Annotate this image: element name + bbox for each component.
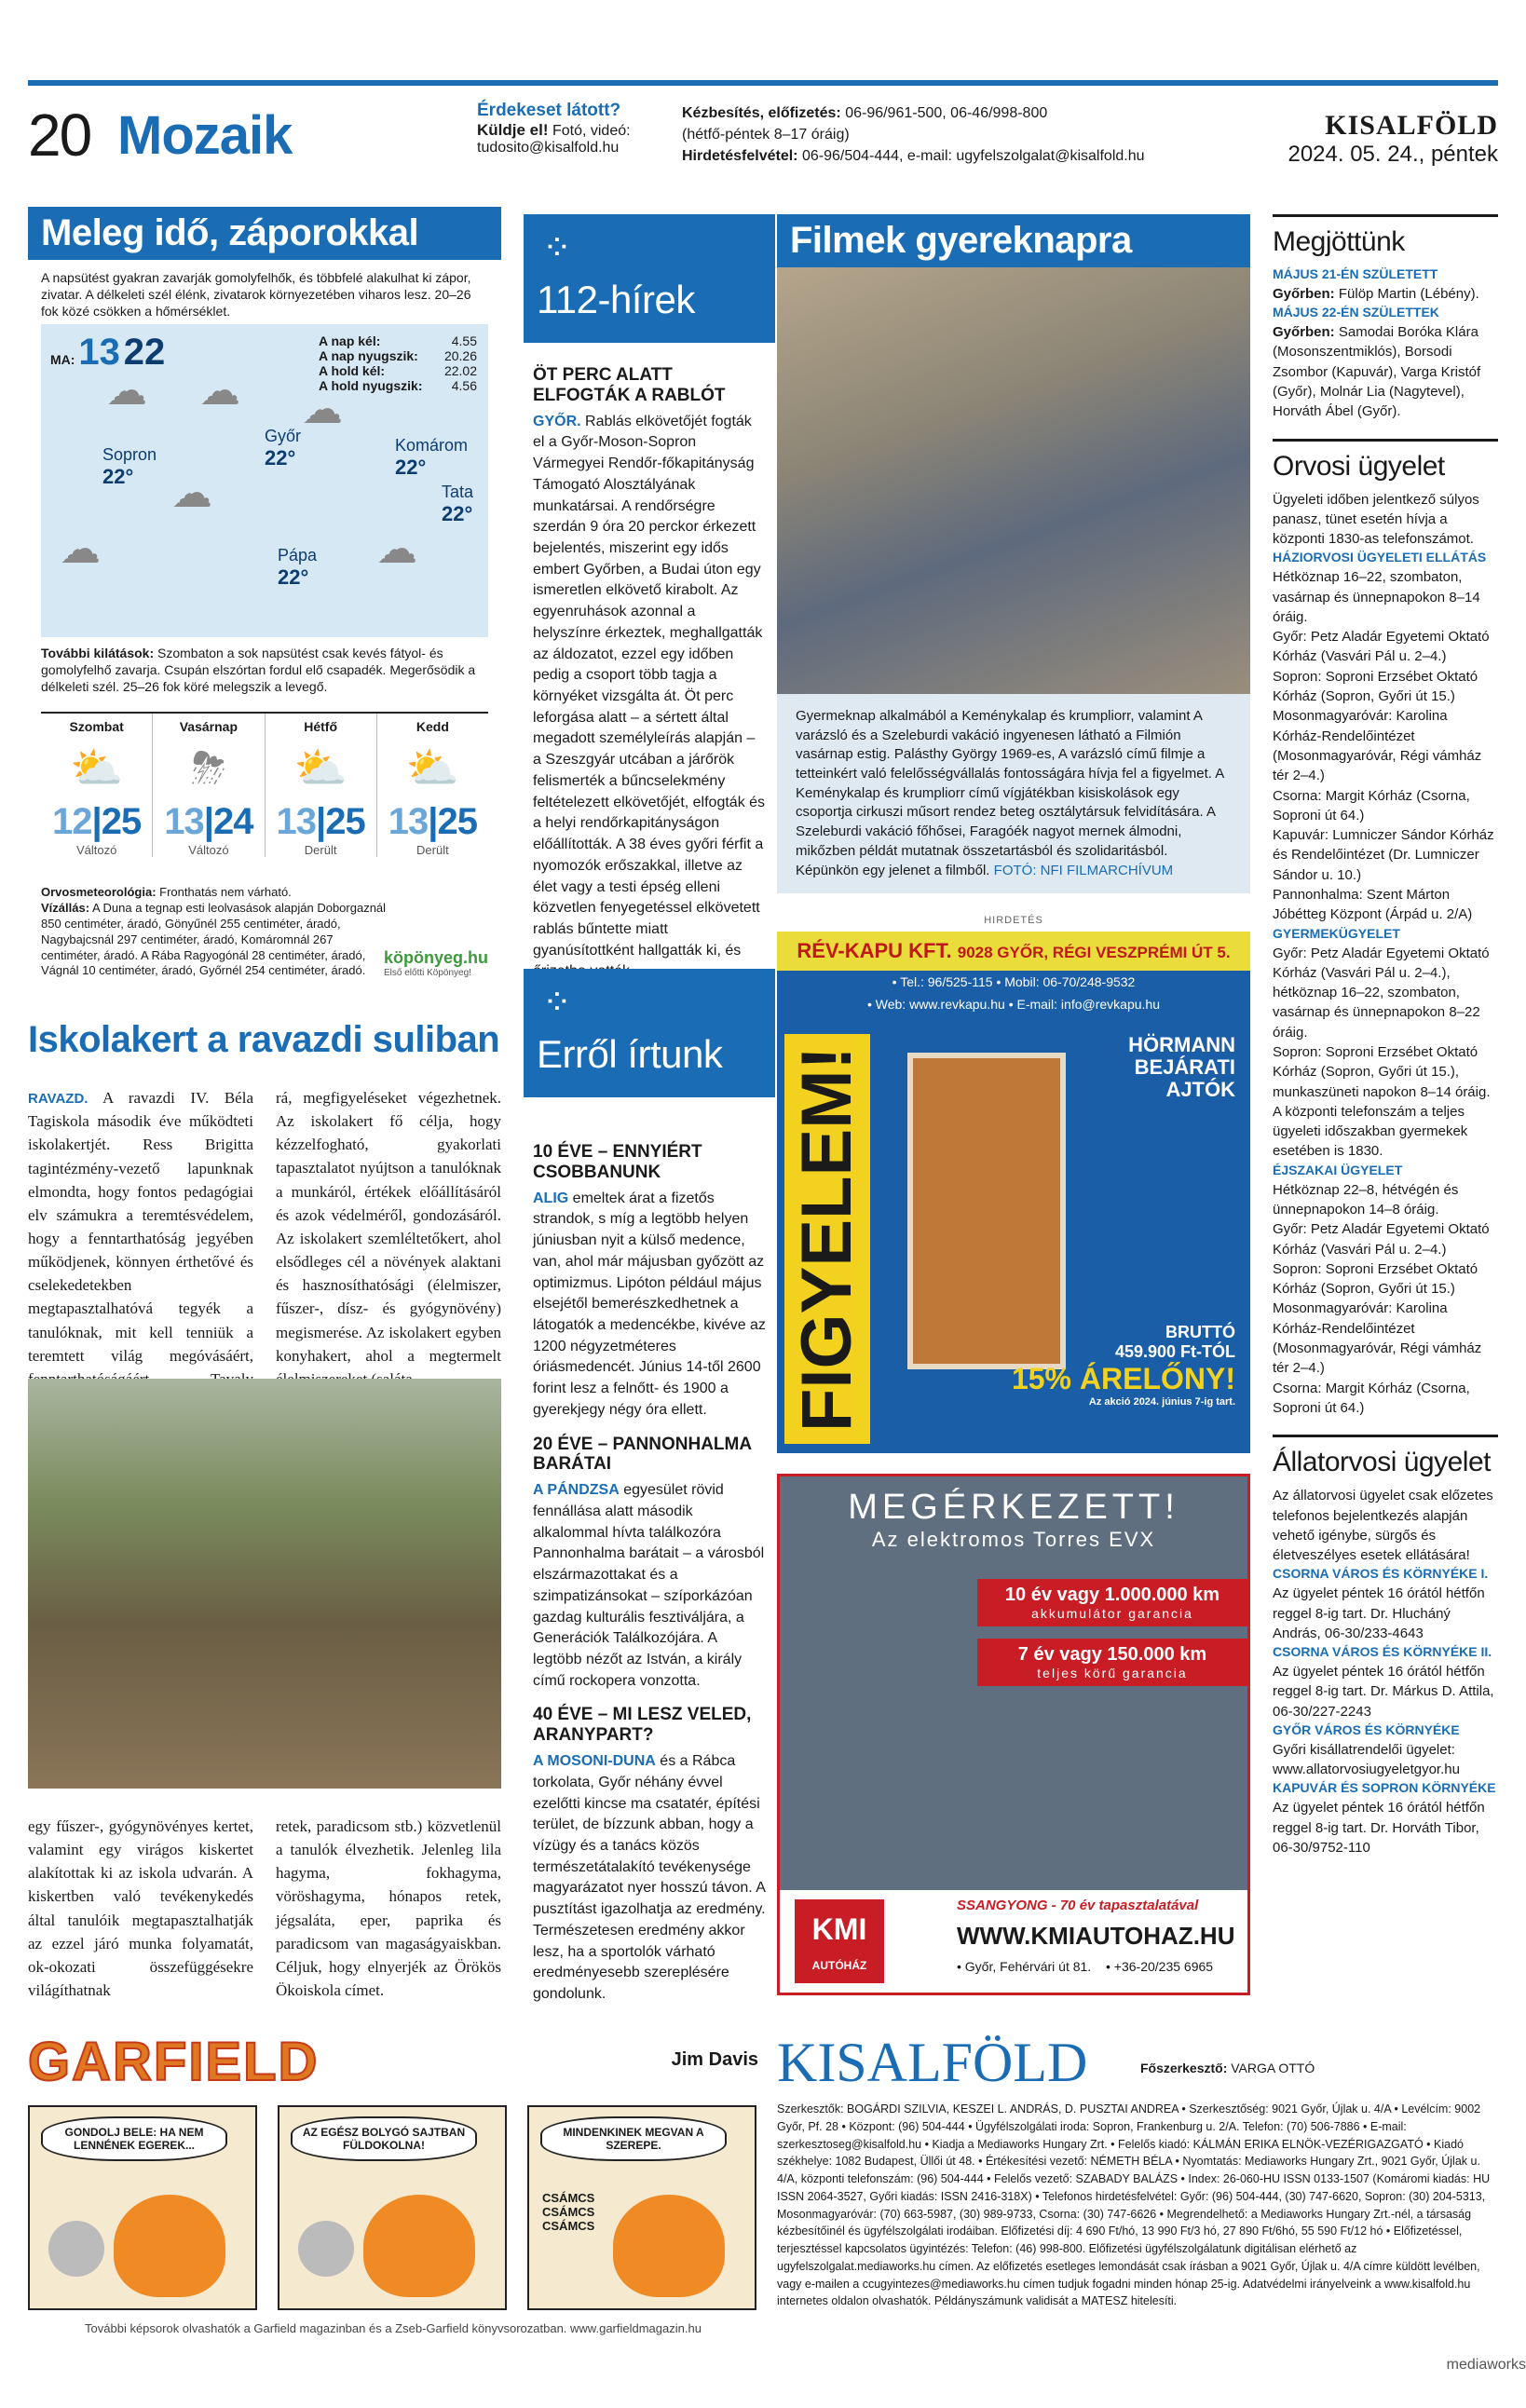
garfield-figure xyxy=(613,2195,725,2297)
film-box xyxy=(777,214,1250,893)
film-credit: FOTÓ: NFI FILMARCHÍVUM xyxy=(993,862,1174,878)
day-min: 12 xyxy=(52,801,92,842)
births xyxy=(1273,265,1498,422)
contact-label: Kézbesítés, előfizetés: xyxy=(682,105,841,121)
city-name: Pápa xyxy=(278,546,318,565)
garfield-author: Jim Davis xyxy=(671,2049,758,2070)
vet-text: Az ügyelet péntek 16 órától hétfőn reggel 8-ig tart. Dr. Márkus D. Attila, 06-30/227-2243 xyxy=(1273,1664,1494,1720)
day-min: 13 xyxy=(164,801,204,842)
city-name: Sopron xyxy=(102,445,157,464)
city-papa xyxy=(278,546,317,590)
vet-head: CSORNA VÁROS ÉS KÖRNYÉKE II. xyxy=(1273,1644,1492,1660)
impressum-brand: KISALFÖLD xyxy=(777,2032,1088,2093)
kmi-offer-2 xyxy=(977,1639,1247,1686)
day-max: 25 xyxy=(101,801,142,842)
day-min: 13 xyxy=(276,801,317,842)
forecast-day: Vasárnap ⛈ 13|24 Változó xyxy=(153,714,265,857)
school-col-2: rá, megfigyeléseket végezhetnek. Az iskolakert fő célja, hogy kézzelfogható, gyakorlati tapasztalatot nyújtson a tanulóknak a munkáról, értékek előállításáról és azok védelméről, gondozásáról. Az iskolakert szemléltetőkert, ahol elsődleges cél a növények alaktani és hasznosíthatósági (élelmiszer, fűszer-, dísz- és gyógynövény) megismerése. Az iskolakert egyben konyhakert, ahol a megtermelt xyxy=(276,1089,501,1365)
vet-head: KAPUVÁR ÉS SOPRON KÖRNYÉKE xyxy=(1273,1780,1496,1796)
revkapu-address: 9028 GYŐR, RÉGI VESZPRÉMI ÚT 5. xyxy=(957,944,1231,961)
city-temp: 22° xyxy=(102,465,134,488)
thunder-icon: ⛈ xyxy=(191,743,226,792)
errol-item xyxy=(533,1142,766,1422)
revkapu-contact: • Tel.: 96/525-115 • Mobil: 06-70/248-9532 xyxy=(892,974,1136,989)
sun-value: 22.02 xyxy=(443,363,477,378)
speech-bubble: GONDOLJ BELE: HA NEM LENNÉNEK EGEREK... xyxy=(41,2116,227,2161)
mediaworks-logo: mediaworks xyxy=(1446,2357,1526,2373)
price-validity: Az akció 2024. június 7-ig tart. xyxy=(1088,1396,1235,1408)
weather-title: Meleg idő, záporokkal xyxy=(28,207,501,260)
kmi-ad[interactable] xyxy=(777,1474,1250,1995)
news112-article xyxy=(533,365,766,983)
thunder-icon: ☁ xyxy=(302,387,343,432)
errol-title: Erről írtunk xyxy=(537,1032,723,1076)
contact-hours: (hétfő-péntek 8–17 óráig) xyxy=(682,127,850,143)
sun-label: A hold kél: xyxy=(319,363,386,378)
offer-main: 7 év vagy 150.000 km xyxy=(1017,1644,1207,1665)
revkapu-banner: FIGYELEM! xyxy=(784,1034,870,1444)
thunder-icon: ☁ xyxy=(171,470,212,516)
errol-headline: 10 ÉVE – ENNYIÉRT CSOBBANUNK xyxy=(533,1142,702,1182)
city-temp: 22° xyxy=(278,565,309,589)
price-label: BRUTTÓ xyxy=(1165,1323,1235,1341)
water-label: Vízállás: xyxy=(41,900,90,915)
kmi-logo-text: KMI xyxy=(811,1912,867,1946)
garfield-figure xyxy=(363,2195,475,2297)
revkapu-web: • Web: www.revkapu.hu • E-mail: info@revkapu.hu xyxy=(866,997,1160,1012)
doc-head: ÉJSZAKAI ÜGYELET xyxy=(1273,1162,1403,1177)
revkapu-ad[interactable] xyxy=(777,932,1250,1453)
weather-intro: A napsütést gyakran zavarják gomolyfelhők, és többfelé alakulhat ki zápor, zivatar. A délkeleti szél élénk, zivatarok környezetében viharos lesz. 20–26 fok közé csökken a hőmérséklet. xyxy=(41,270,471,320)
tip-email[interactable]: tudosito@kisalfold.hu xyxy=(477,140,620,156)
film-photo xyxy=(777,267,1250,694)
doc-location: Győr: Petz Aladár Egyetemi Oktató Kórház (Vasvári Pál u. 2–4.), hétköznap 16–22, szombaton, vasárnap és ünnepnapokon 8–22 óráig. xyxy=(1273,945,1490,1041)
city-tata xyxy=(442,483,473,526)
vet-title: Állatorvosi ügyelet xyxy=(1273,1435,1498,1478)
garfield-strip xyxy=(28,2031,758,2335)
impressum xyxy=(777,2031,1498,2310)
price-discount: 15% ÁRELŐNY! xyxy=(1011,1362,1235,1395)
doc-text: Hétköznap 16–22, szombaton, vasárnap és ünnepnapokon 8–14 óráig. xyxy=(1273,569,1480,625)
sound-effect: CSÁMCS CSÁMCS CSÁMCS xyxy=(542,2191,595,2233)
errol-headline: 40 ÉVE – MI LESZ VELED, ARANYPART? xyxy=(533,1705,752,1746)
day-max: 25 xyxy=(325,801,365,842)
comic-panel-1 xyxy=(28,2105,257,2310)
day-min: 13 xyxy=(388,801,429,842)
weather-map xyxy=(41,324,488,637)
mouse-figure xyxy=(298,2221,354,2277)
contacts xyxy=(682,102,1260,168)
day-max: 24 xyxy=(212,801,253,842)
chief-label: Főszerkesztő: xyxy=(1140,2061,1228,2075)
doc-location: Kapuvár: Lumniczer Sándor Kórház és Rendelőintézet (Dr. Lumniczer Sándor u. 10.) xyxy=(1273,827,1494,883)
doc-location: Győr: Petz Aladár Egyetemi Oktató Kórház (Vasvári Pál u. 2–4.) xyxy=(1273,629,1490,665)
doc-head: GYERMEKÜGYELET xyxy=(1273,925,1400,941)
school-title: Iskolakert a ravazdi suliban xyxy=(28,1019,500,1060)
births-head: MÁJUS 21-ÉN SZÜLETETT xyxy=(1273,266,1438,281)
partly-cloudy-icon: ⛅ xyxy=(69,743,124,792)
errol-item xyxy=(533,1705,766,2005)
doc-intro: Ügyeleti időben jelentkező súlyos panasz, tünet esetén hívja a központi 1830-as telefonszámot. xyxy=(1273,491,1479,548)
right-column xyxy=(1273,214,1498,1874)
births-text: Samodai Boróka Klára (Mosonszentmiklós), Borsodi Zsombor (Kapuvár), Varga Kristóf (Győr), Molnár Lia (Nagytevel), Horváth Ábel (Győr). xyxy=(1273,324,1481,420)
doc-location: Győr: Petz Aladár Egyetemi Oktató Kórház (Vasvári Pál u. 2–4.) xyxy=(1273,1221,1490,1258)
vet-text: Az ügyelet péntek 16 órától hétfőn reggel 8-ig tart. Dr. Hlucháný András, 06-30/233-4643 xyxy=(1273,1585,1485,1641)
offer-sub: teljes körű garancia xyxy=(1037,1666,1188,1680)
city-temp: 22° xyxy=(442,502,473,525)
sun-value: 20.26 xyxy=(443,348,477,363)
day-name: Kedd xyxy=(416,719,449,734)
kopo-logo xyxy=(384,948,488,978)
sun-label: A hold nyugszik: xyxy=(319,378,423,393)
ad-label: HIRDETÉS xyxy=(984,915,1043,926)
thunder-icon: ☁ xyxy=(60,526,101,572)
school-col-4: retek, paradicsom stb.) közvetlenül a tanulók élvezhetik. Jelenleg lila hagyma, fokhagyma, vöröshagyma, hónapos retek, jégsaláta, eper, paprika és paradicsom van magaságyaiskban. Céljuk, hogy elnyerjék az Örökös Ökoiskola címet. xyxy=(276,1817,501,2000)
vet-duty xyxy=(1273,1486,1498,1857)
school-garden-photo xyxy=(28,1379,501,1789)
revkapu-head xyxy=(777,932,1250,971)
day-name: Hétfő xyxy=(304,719,338,734)
school-col-3: egy fűszer-, gyógynövényes kertet, valamint egy virágos kiskertet alakítottak ki az iskola udvarán. A kiskertben való tevékenykedés által tanulóik megtapasztalhatják az ezzel járó munka folyamatát, ok-okozati összefüggésekre világíthatnak xyxy=(28,1817,253,2000)
doc-text: A központi telefonszám a teljes ügyeleti időszakban gyermekek esetében is 1830. xyxy=(1273,1103,1468,1160)
chief-editor xyxy=(1140,2061,1315,2075)
partly-cloudy-icon: ⛅ xyxy=(405,743,460,792)
errol-body: és a Rábca torkolata, Győr néhány évvel ezelőtti kincse ma csatatér, építési terület, de bízzunk abban, hogy a vízügy és a tanács közös természetátalakító tevékenysége magyarázatot nyer hosszú távon. A pusztítást igazolhatja az eredmény. Természetesen eredmény akkor lesz, ha a sportolók várható eredményesebb szereplésére gondolunk. xyxy=(533,1753,766,2003)
comic-panel-3 xyxy=(527,2105,756,2310)
today-label: MA: xyxy=(50,352,75,367)
ad-contact: 06-96/504-444, e-mail: ugyfelszolgalat@kisalfold.hu xyxy=(801,148,1145,165)
forecast-day: Kedd ⛅ 13|25 Derült xyxy=(377,714,488,857)
tip-line: Küldje el! xyxy=(477,121,549,139)
day-desc: Derült xyxy=(416,843,449,857)
city-name: Győr xyxy=(265,427,302,445)
offer-sub: akkumulátor garancia xyxy=(1031,1606,1193,1621)
city-temp: 22° xyxy=(395,456,427,479)
tip-line-b: Fotó, videó: xyxy=(552,123,631,139)
errol-header xyxy=(524,969,775,1097)
revkapu-product: HÖRMANN BEJÁRATI AJTÓK xyxy=(1128,1033,1235,1102)
speech-bubble: AZ EGÉSZ BOLYGÓ SAJTBAN FÜLDOKOLNA! xyxy=(291,2116,477,2161)
tip-title: Érdekeset látott? xyxy=(477,101,621,120)
doc-location: Pannonhalma: Szent Márton Jóbétteg Központ (Árpád u. 2/A) xyxy=(1273,887,1473,923)
school-dateline: RAVAZD. xyxy=(28,1091,89,1107)
city-gyor xyxy=(265,427,301,470)
births-label: Győrben: xyxy=(1273,285,1335,302)
errol-body: emeltek árat a fizetős strandok, s míg a legtöbb helyen júniusban nyit a külső medence, van, ahol már májusban győzött az optimizmus. Lipóton például május elsejétől bemerészkedhetnek a látogatók a medencékbe, kivéve az 1200 négyzetméteres óriásmedencét. Június 14-től 2600 forint lesz a felnőtt- és 1900 a gyerekjegy négy óra ellett. xyxy=(533,1190,766,1418)
births-head: MÁJUS 22-ÉN SZÜLETTEK xyxy=(1273,305,1439,320)
doctor-duty xyxy=(1273,490,1498,1419)
doc-location: Sopron: Soproni Erzsébet Oktató Kórház (Sopron, Győri út 15.) xyxy=(1273,1260,1478,1298)
outlook xyxy=(41,645,488,696)
kmi-phone: • +36-20/235 6965 xyxy=(1106,1959,1214,1974)
kmi-tag: SSANGYONG - 70 év tapasztalatával xyxy=(957,1898,1199,1913)
vet-text: Az ügyelet péntek 16 órától hétfőn reggel 8-ig tart. Dr. Horváth Tibor, 06-30/9752-110 xyxy=(1273,1800,1485,1856)
vet-head: CSORNA VÁROS ÉS KÖRNYÉKE I. xyxy=(1273,1566,1489,1582)
kmi-web[interactable]: WWW.KMIAUTOHAZ.HU xyxy=(957,1922,1235,1950)
errol-list xyxy=(533,1142,766,2019)
kmi-logo-sub: AUTÓHÁZ xyxy=(811,1959,867,1972)
door-image xyxy=(907,1053,1066,1369)
tip-box xyxy=(477,101,673,156)
chief-name: VARGA OTTÓ xyxy=(1231,2061,1315,2075)
errol-key: ALIG xyxy=(533,1190,569,1206)
births-label: Győrben: xyxy=(1273,324,1335,341)
brand-name: KISALFÖLD xyxy=(1325,110,1498,141)
partly-cloudy-icon: ⛅ xyxy=(293,743,347,792)
kmi-offer-1 xyxy=(977,1579,1247,1626)
day-name: Vasárnap xyxy=(179,719,238,734)
medmet-text: Fronthatás nem várható. xyxy=(159,885,292,899)
today-min: 13 xyxy=(78,332,120,373)
news112-header xyxy=(524,214,775,343)
archive-icon: ⁘ xyxy=(542,984,572,1023)
school-col-1 xyxy=(28,1086,253,1414)
contact-phones: 06-96/961-500, 06-46/998-800 xyxy=(845,105,1048,121)
news112-body xyxy=(533,412,766,983)
impressum-text: Szerkesztők: BOGÁRDI SZILVIA, KESZEI L. ANDRÁS, D. PUSZTAI ANDREA • Szerkesztőség: 9021 Győr, Újlak u. 4/A • Levélcím: 9002 Győr, Pf. 28 • Központ: (96) 504-444 • Ügyfélszolgálati iroda: Sopron, Frankenburg u. 2/A. Telefon: (70) 506-7886 • E-mail: szerkesztoseg@kisalfold.hu • Kiadja a Mediaworks Hungary Zrt. • Felelős kiadó: KÁLMÁN ERIKA ELNÖK-VEZÉRIGAZGATÓ • Kiadó székhelye: 1082 Budapest, Üllői út 48. • Értékesítési vezető: NÉMETH BÉLA • Nyomtatás: Mediaworks Hungary Zrt., 9021 Győr, Újlak u. 4/A, központi telefonszám: (96) 504-444 • Felelős vezető: SZABADY BALÁZS • Index: 26-060-HU ISSN 0133-1507 (Komáromi kiadás: HU ISSN 2064-3527, Győri kiadás: ISSN 2416-318X) • Telefonos hirdetésfelvétel: Győr: (96) 504-444, (30) 747-6620, Sopron: (30) 204-5313, Mosonmagyaróvár: (70) 663-5987, (30) 989-9733, Csorna: (30) 747-6626 • Megrendelhető: a Mediaworks Hungary Zrt.-nél, a társaság kézbesítőinél és ügyfélszolgálati irodáiban. Előfizetési díj: 4 690 Ft/hó, 13 990 Ft/3 hó, 27 890 Ft/6hó, 55 590 Ft/12 hó • Előfizetéssel, terjesztéssel kapcsolatos ügyintézés: Telefon: (46) 998-800. Előfizetési ügyfélszolgálatunk digitálisan elérhető az ugyfelszolgalat.mediaworks.hu címen. Az előfizetés esetleges lemondását csak írásban a 9021 Győr, Újlak u. 4/A címre küldött levélben, vagy e-mailen a ccugyintezes@mediaworks.hu címen tudjuk fogadni minden hónap 25-ig. Adatvédelmi irányelveink a www.kisalfold.hu internetes oldalon olvashatók. Példányszámunk validisát a MATESZ hitelesíti. xyxy=(777,2102,1491,2308)
news112-title: 112-hírek xyxy=(537,278,695,321)
price-value: 459.900 Ft-TÓL xyxy=(1114,1342,1235,1361)
doc-head: HÁZIORVOSI ÜGYELETI ELLÁTÁS xyxy=(1273,550,1487,565)
thunder-icon: ☁ xyxy=(376,526,417,572)
doc-location: Csorna: Margit Kórház (Csorna, Soproni út 64.) xyxy=(1273,1380,1470,1416)
medmet-label: Orvosmeteorológia: xyxy=(41,885,157,899)
day-desc: Derült xyxy=(304,843,337,857)
film-caption-text: Gyermeknap alkalmából a Keménykalap és krumpliorr, valamint A varázsló és a Szeleburdi vakáció ingyenesen látható a Filmión vasárnap estig. Palásthy György 1969-es, A varázsló című filmje a tetteinkért való felelősségvállalás fontosságára hívja fel a figyelmet. A Keménykalap és krumpliorr című vígjátékban kisiskolások egy csoportja cirkuszi műsort rendez beteg osztálytársuk felvidítására. A Szeleburdi vakáció főhősei, Faragóék nagyot mernek álmodni, mikőzben példát mutatnak összetartásból és szolidaritásból. Képünkön egy jelenet a filmből. xyxy=(796,708,1224,878)
garfield-logo: GARFIELD xyxy=(28,2032,320,2092)
revkapu-price xyxy=(1012,1323,1235,1408)
water-text: A Duna a tegnap esti leolvasások alapján Doborgaznál 850 centiméter, áradó, Gönyűnél 255 centiméter, áradó, Nagybajcsnál 297 centiméter, áradó, Komáromnál 267 centiméter, áradó. A Rába Ragyogónál 28 centiméter, áradó, Vágnál 10 centiméter, áradó, Győrnél 254 centiméter, áradó. xyxy=(41,900,387,978)
offer-main: 10 év vagy 1.000.000 km xyxy=(1004,1585,1220,1605)
news112-dateline: GYŐR. xyxy=(533,413,581,429)
weather-box xyxy=(28,207,501,1000)
city-komarom xyxy=(395,436,468,480)
sun-value: 4.55 xyxy=(451,333,477,348)
kmi-footer xyxy=(780,1890,1247,1993)
doc-location: Mosonmagyaróvár: Karolina Kórház-Rendelőintézet (Mosonmagyaróvár, Régi vámház tér 2–4.) xyxy=(1273,708,1482,784)
day-name: Szombat xyxy=(69,719,124,734)
forecast-day: Hétfő ⛅ 13|25 Derült xyxy=(266,714,377,857)
doctor-title: Orvosi ügyelet xyxy=(1273,439,1498,483)
comic-panel-2 xyxy=(278,2105,507,2310)
city-sopron xyxy=(102,445,157,489)
errol-headline: 20 ÉVE – PANNONHALMA BARÁTAI xyxy=(533,1434,752,1475)
day-desc: Változó xyxy=(75,843,117,857)
kmi-logo xyxy=(795,1899,884,1983)
ad-label: Hirdetésfelvétel: xyxy=(682,148,798,165)
sun-label: A nap kél: xyxy=(319,333,381,348)
doc-location: Csorna: Margit Kórház (Csorna, Soproni út 64.) xyxy=(1273,787,1470,823)
births-title: Megjöttünk xyxy=(1273,214,1498,258)
doc-location: Mosonmagyaróvár: Karolina Kórház-Rendelőintézet (Mosonmagyaróvár, Régi vámház tér 2–4.) xyxy=(1273,1300,1482,1377)
kopo-name: köpönyeg.hu xyxy=(384,948,488,967)
masthead xyxy=(1248,110,1498,168)
kmi-addr: • Győr, Fehérvári út 81. xyxy=(957,1959,1092,1974)
today-max: 22 xyxy=(123,332,166,373)
doc-location: Sopron: Soproni Erzsébet Oktató Kórház (Sopron, Győri út 15.) xyxy=(1273,668,1478,705)
news112-headline: ÖT PERC ALATT ELFOGTÁK A RABLÓT xyxy=(533,365,726,405)
kopo-sub: Első előtti Köpönyeg! xyxy=(384,968,471,978)
section-title: Mozaik xyxy=(117,105,293,166)
page-number: 20 xyxy=(28,102,91,169)
school-text: A ravazdi IV. Béla Tagiskola második éve működteti iskolakertjét. Ress Brigitta tagintézmény-vezető lapunknak elmondta, hogy fontos pedagógiai elv számukra a teremtésvédelem, hogy a fenntarthatóság jegyében működjenek, könnyen érthetővé és cselekedetekben megtapasztalhatóvá tegyék a tanulóknak, mit kell tenniük a teremtett világ megóvásáért, xyxy=(28,1089,254,1365)
outlook-label: További kilátások: xyxy=(41,646,155,660)
doc-location: Sopron: Soproni Erzsébet Oktató Kórház (Sopron, Győri út 15.), munkaszüneti napokon 8–14 óráig. xyxy=(1273,1044,1491,1100)
outlook-text: Szombaton a sok napsütést csak kevés fátyol- és gomolyfelhő zavarja. Csupán elszórtan fordul elő csapadék. Megerősödik a délkeleti szél. 25–26 fok köré melegszik a levegő. xyxy=(41,646,476,695)
day-max: 25 xyxy=(437,801,477,842)
siren-icon: ⁘ xyxy=(542,229,572,268)
thunder-icon: ☁ xyxy=(199,368,240,414)
day-desc: Változó xyxy=(188,843,229,857)
speech-bubble: MINDENKINEK MEGVAN A SZEREPE. xyxy=(540,2116,727,2161)
kmi-title: MEGÉRKEZETT! xyxy=(848,1488,1179,1527)
garfield-caption: További képsorok olvashatók a Garfield magazinban és a Zseb-Garfield könyvsorozatban. www.garfieldmagazin.hu xyxy=(85,2321,702,2335)
city-name: Tata xyxy=(442,483,474,501)
thunder-icon: ☁ xyxy=(106,368,147,414)
errol-key: A PÁNDZSA xyxy=(533,1482,620,1499)
sun-value: 4.56 xyxy=(451,378,477,393)
city-name: Komárom xyxy=(395,436,469,455)
vet-head: GYŐR VÁROS ÉS KÖRNYÉKE xyxy=(1273,1721,1460,1737)
kmi-subtitle: Az elektromos Torres EVX xyxy=(871,1528,1156,1551)
film-caption xyxy=(777,694,1250,893)
revkapu-name: RÉV-KAPU KFT. xyxy=(797,939,952,962)
film-title: Filmek gyereknapra xyxy=(777,214,1250,267)
issue-date: 2024. 05. 24., péntek xyxy=(1288,142,1498,167)
doc-text: Hétköznap 22–8, hétvégén és ünnepnapokon 14–8 óráig. xyxy=(1273,1181,1459,1218)
forecast-days xyxy=(41,712,488,857)
errol-item xyxy=(533,1435,766,1693)
forecast-day: Szombat ⛅ 12|25 Változó xyxy=(41,714,153,857)
errol-key: A MOSONI-DUNA xyxy=(533,1753,656,1770)
news112-text: Rablás elkövetőjét fogták el a Győr-Moson-Sopron Vármegyei Rendőr-főkapitányság Támogató Alosztályának munkatársai. A rendőrségre szerdán 9 óra 20 perckor érkezett bejelentés, miszerint egy idős embert Győrben, a Budai úton egy ismeretlen elkövető kirabolt. Az egyenruhások azonnal a helyszínre érkeztek, meghallgatták az áldozatot, ezzel egy időben pedig a csoport több tagja a környéket vizsgálta át. Öt perc leforgása alatt – a sértett által megadott személyleírás alapján – a Szeszgyár utcában a járőrök felismerték a bűncselekmény feltételezett elkövetőjét, elfogták és a helyi rendőrkapitányságon előállították. A 38 éves győri férfit a nyomozók erőszakkal, illetve az élet vagy a testi épség elleni közvetlen fenyegetéssel elkövetett rablás bűntette miatt gyanúsítottként hallgatták ki, és xyxy=(533,413,766,959)
vet-intro: Az állatorvosi ügyelet csak előzetes telefonos bejelentkezés alapján vehető igénybe, sürgős és életveszélyes esetek ellátására! xyxy=(1273,1488,1493,1564)
sun-moon-times xyxy=(319,333,477,393)
top-rule xyxy=(28,80,1498,86)
errol-body: egyesület rövid fennállása alatt második alkalommal hívta találkozóra Pannonhalma barátait – a városból elszármazottakat és a szimpatizánsokat – szíporkázóan gazdag kulturális fesztiváljára, a Generációk Találkozójára. A legtöbb nézőt az István, a király című rockopera vonzotta. xyxy=(533,1482,765,1689)
vet-text: Győri kisállatrendelői ügyelet: www.allatorvosiugyeletgyor.hu xyxy=(1273,1741,1460,1778)
garfield-figure xyxy=(114,2195,225,2297)
births-text: Fülöp Martin (Lébény). xyxy=(1338,285,1479,302)
sun-label: A nap nyugszik: xyxy=(319,348,418,363)
mouse-figure xyxy=(48,2221,104,2277)
city-temp: 22° xyxy=(265,446,296,469)
